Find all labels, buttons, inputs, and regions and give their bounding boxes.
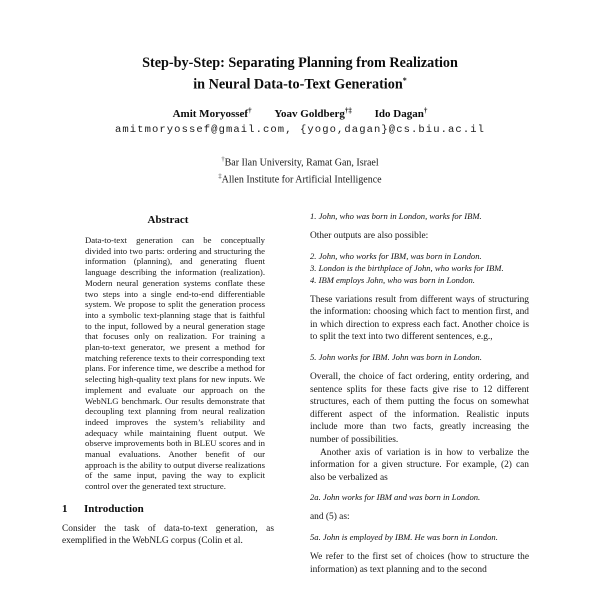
example-sentence-5a: 5a. John is employed by IBM. He was born in London. — [310, 531, 498, 542]
example-sentence-5: 5. John works for IBM. John was born in London. — [310, 351, 482, 362]
paragraph-overall: Overall, the choice of fact ordering, entity ordering, and sentence splits for these facts give rise to 12 different structures, each of them putting the focus on somewhat different aspect of the information. Realistic inputs include more than two facts, greatly increasing the number of possibilities. — [310, 371, 529, 445]
paper-body-columns — [0, 205, 600, 600]
paragraph-another-axis: Another axis of variation is in how to verbalize the information for a given structure. For example, (2) can also be verbalized as — [310, 447, 529, 483]
paper-title-line1: Step-by-Step: Separating Planning from Realization — [142, 55, 458, 71]
author-2-affiliation-marker: †‡ — [344, 106, 352, 115]
title-footnote-marker: * — [402, 76, 407, 85]
example-sentence-4: 4. IBM employs John, who was born in London. — [310, 274, 475, 285]
author-list — [0, 107, 600, 121]
paper-title — [0, 55, 600, 94]
abstract-text: Data-to-text generation can be conceptually divided into two parts: ordering and structuring the information (planning), and generating fluent language describing the information (realization). Modern neural generation systems conflate these two steps into a single end-to-end differentiable system. We propose to split the generation process into a symbolic text-planning stage that is faithful to the input, followed by a neural generation stage that focuses only on realization. For training a plan-to-text generator, we present a method for matching reference texts to their corresponding text plans. For inference time, we describe a method for selecting high-quality text plans for new inputs. We implement and evaluate our approach on the WebNLG benchmark. Our results demonstrate that decoupling text planning from neural realization indeed improves the system’s reliability and adequacy while maintaining fluent output. We observe improvements both in BLEU scores and in manual evaluations. Another benefit of our approach is the ability to output diverse realizations of the same input, paving the way to explicit control over the generated text structure. — [85, 235, 265, 492]
section-heading-introduction — [62, 503, 274, 515]
author-1: Amit Moryossef† — [172, 106, 252, 121]
author-1-affiliation-marker: † — [248, 106, 252, 115]
example-sentence-2a: 2a. John works for IBM and was born in London. — [310, 492, 481, 503]
right-column — [310, 211, 529, 576]
paper-header — [0, 0, 600, 186]
author-3: Ido Dagan† — [374, 106, 428, 121]
abstract-heading: Abstract — [147, 214, 189, 226]
affiliation-2-marker: ‡ — [218, 172, 222, 180]
paragraph-variations: These variations result from different ways of structuring the information: choosing which fact to mention first, and in which direction to express each fact. Another choice is to split the text into two different sentences, e.g., — [310, 294, 529, 343]
author-3-affiliation-marker: † — [423, 106, 428, 115]
affiliation-list — [0, 153, 600, 186]
introduction-paragraph: Consider the task of data-to-text generation, as exemplified in the WebNLG corpus (Colin et al. — [62, 523, 274, 547]
section-title: Introduction — [84, 502, 144, 515]
example-sentence-2: 2. John, who works for IBM, was born in London. — [310, 250, 482, 261]
paragraph-we-refer: We refer to the first set of choices (how to structure the information) as text planning and to the second — [310, 551, 529, 575]
paper-title-line2: in Neural Data-to-Text Generation* — [193, 76, 407, 93]
example-sentence-1: 1. John, who was born in London, works for IBM. — [310, 211, 482, 221]
affiliation-2: ‡Allen Institute for Artificial Intelligence — [218, 172, 382, 186]
author-emails: amitmoryossef@gmail.com, {yogo,dagan}@cs.biu.ac.il — [114, 124, 486, 137]
author-2: Yoav Goldberg†‡ — [274, 106, 352, 121]
left-column — [62, 214, 274, 548]
affiliation-1-marker: † — [221, 156, 225, 164]
affiliation-1: †Bar Ilan University, Ramat Gan, Israel — [221, 156, 379, 169]
paragraph-other-outputs: Other outputs are also possible: — [310, 231, 429, 241]
section-number: 1 — [62, 502, 68, 515]
paragraph-and-5-as: and (5) as: — [310, 512, 350, 523]
example-sentence-3: 3. London is the birthplace of John, who works for IBM. — [310, 262, 504, 273]
